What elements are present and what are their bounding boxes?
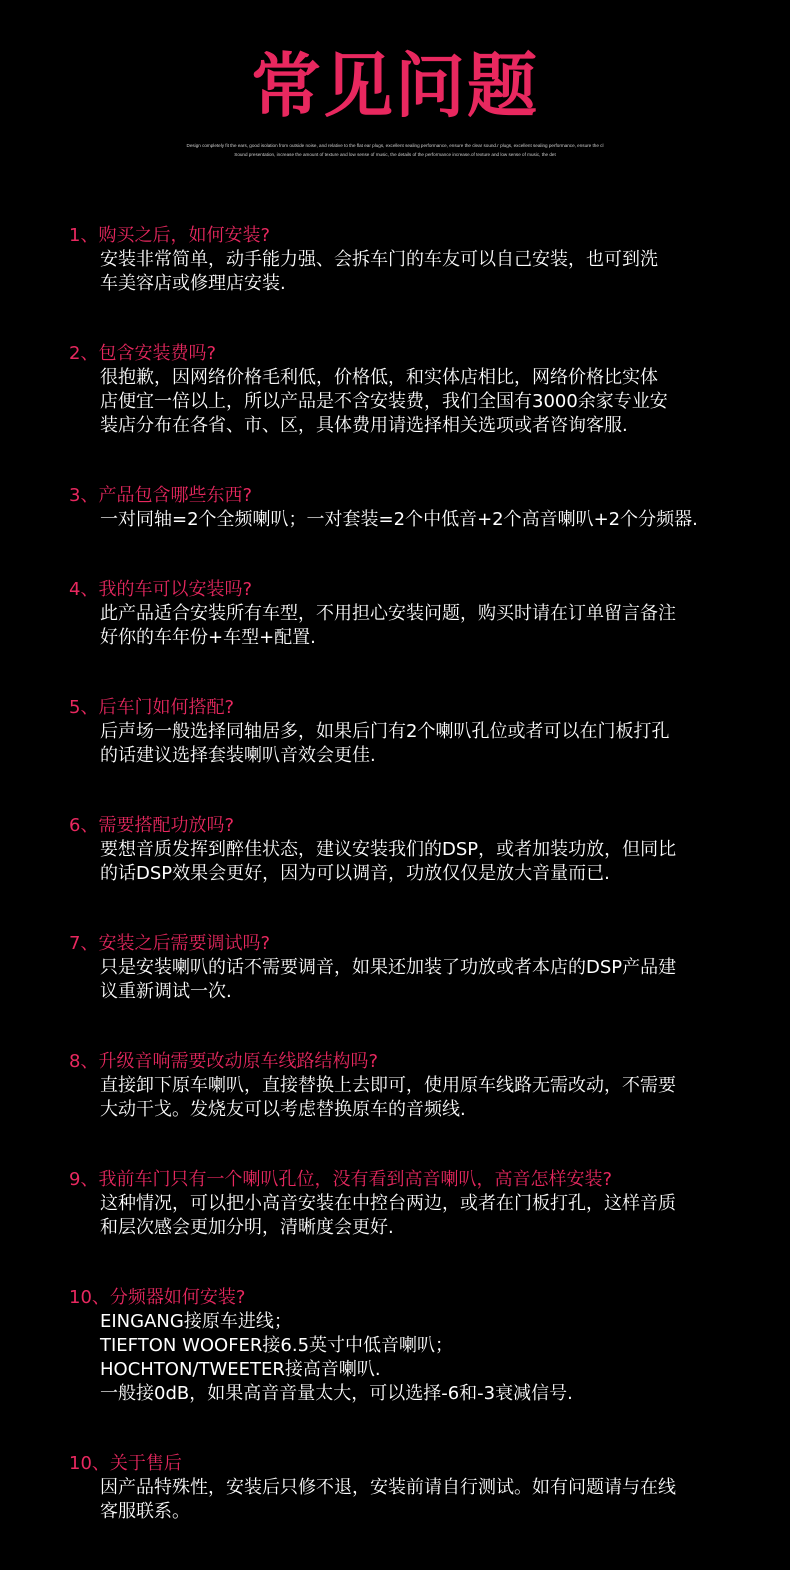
- faq-question: 3、产品包含哪些东西?: [69, 485, 253, 506]
- faq-item: [69, 696, 759, 768]
- faq-answer: [69, 1074, 750, 1122]
- faq-item: [69, 1452, 759, 1524]
- answer-line: 装店分布在各省、市、区，具体费用请选择相关选项或者咨询客服.: [100, 415, 628, 436]
- answer-line: 一般接0dB，如果高音音量太大，可以选择-6和-3衰减信号.: [100, 1383, 573, 1404]
- faq-answer: [69, 1476, 750, 1524]
- answer-line: 安装非常简单，动手能力强、会拆车门的车友可以自己安装，也可到洗: [100, 249, 658, 270]
- answer-line: 这种情况，可以把小高音安装在中控台两边，或者在门板打孔，这样音质: [100, 1193, 676, 1214]
- faq-item: [69, 224, 759, 296]
- answer-line: 好你的车年份+车型+配置.: [100, 627, 316, 648]
- faq-item: [69, 932, 759, 1004]
- answer-line: TIEFTON WOOFER接6.5英寸中低音喇叭；: [100, 1335, 454, 1356]
- answer-line: 的话DSP效果会更好，因为可以调音，功放仅仅是放大音量而已.: [100, 863, 610, 884]
- faq-answer: [69, 720, 750, 768]
- faq-question: 10、关于售后: [69, 1453, 182, 1474]
- answer-line: 因产品特殊性，安装后只修不退，安装前请自行测试。如有问题请与在线: [100, 1477, 676, 1498]
- answer-line: 此产品适合安装所有车型，不用担心安装问题，购买时请在订单留言备注: [100, 603, 676, 624]
- faq-question: 2、包含安装费吗?: [69, 343, 217, 364]
- faq-question: 1、购买之后，如何安装?: [69, 225, 271, 246]
- english-description: [100, 141, 690, 159]
- answer-line: 议重新调试一次.: [100, 981, 232, 1002]
- faq-answer: [69, 366, 750, 438]
- english-description-line: Sound presentation, increase the amount of texture and low sense of music, the details of the performance increase.of texture and low sense of music, the det: [234, 152, 556, 157]
- answer-line: 和层次感会更加分明，清晰度会更好.: [100, 1217, 394, 1238]
- answer-line: 客服联系。: [100, 1501, 190, 1522]
- faq-question: 4、我的车可以安装吗?: [69, 579, 253, 600]
- faq-item: [69, 578, 759, 650]
- faq-item: [69, 1286, 759, 1406]
- answer-line: 后声场一般选择同轴居多，如果后门有2个喇叭孔位或者可以在门板打孔: [100, 721, 670, 742]
- faq-question: 10、分频器如何安装?: [69, 1287, 246, 1308]
- faq-question: 8、升级音响需要改动原车线路结构吗?: [69, 1051, 379, 1072]
- faq-answer: [69, 838, 750, 886]
- faq-answer: [69, 1310, 750, 1406]
- answer-line: 大动干戈。发烧友可以考虑替换原车的音频线.: [100, 1099, 466, 1120]
- faq-item: [69, 342, 759, 438]
- answer-line: 的话建议选择套装喇叭音效会更佳.: [100, 745, 376, 766]
- faq-question: 7、安装之后需要调试吗?: [69, 933, 271, 954]
- faq-answer: [69, 508, 750, 532]
- faq-item: [69, 814, 759, 886]
- faq-question: 5、后车门如何搭配?: [69, 697, 235, 718]
- faq-item: [69, 1050, 759, 1122]
- answer-line: EINGANG接原车进线；: [100, 1311, 292, 1332]
- faq-answer: [69, 602, 750, 650]
- english-description-line: Design completely fit the ears, good isolation from outside noise, and relative to the flat ear plugs, excellent sealing performance, ensure the clear sound.r plugs, excellent sealing performance, ensure the cl: [186, 143, 604, 148]
- faq-list: [69, 224, 759, 1570]
- answer-line: 只是安装喇叭的话不需要调音，如果还加装了功放或者本店的DSP产品建: [100, 957, 677, 978]
- faq-answer: [69, 956, 750, 1004]
- answer-line: 一对同轴=2个全频喇叭；一对套装=2个中低音+2个高音喇叭+2个分频器.: [100, 509, 698, 530]
- faq-answer: [69, 248, 750, 296]
- answer-line: 要想音质发挥到醉佳状态，建议安装我们的DSP，或者加装功放，但同比: [100, 839, 677, 860]
- answer-line: 直接卸下原车喇叭，直接替换上去即可，使用原车线路无需改动，不需要: [100, 1075, 676, 1096]
- page-title: 常见问题: [251, 45, 539, 127]
- answer-line: 很抱歉，因网络价格毛利低，价格低，和实体店相比，网络价格比实体: [100, 367, 658, 388]
- faq-question: 9、我前车门只有一个喇叭孔位，没有看到高音喇叭，高音怎样安装?: [69, 1169, 613, 1190]
- faq-question: 6、需要搭配功放吗?: [69, 815, 235, 836]
- faq-item: [69, 484, 759, 532]
- answer-line: 车美容店或修理店安装.: [100, 273, 286, 294]
- faq-item: [69, 1168, 759, 1240]
- answer-line: 店便宜一倍以上，所以产品是不含安装费，我们全国有3000余家专业安: [100, 391, 668, 412]
- faq-answer: [69, 1192, 750, 1240]
- answer-line: HOCHTON/TWEETER接高音喇叭.: [100, 1359, 381, 1380]
